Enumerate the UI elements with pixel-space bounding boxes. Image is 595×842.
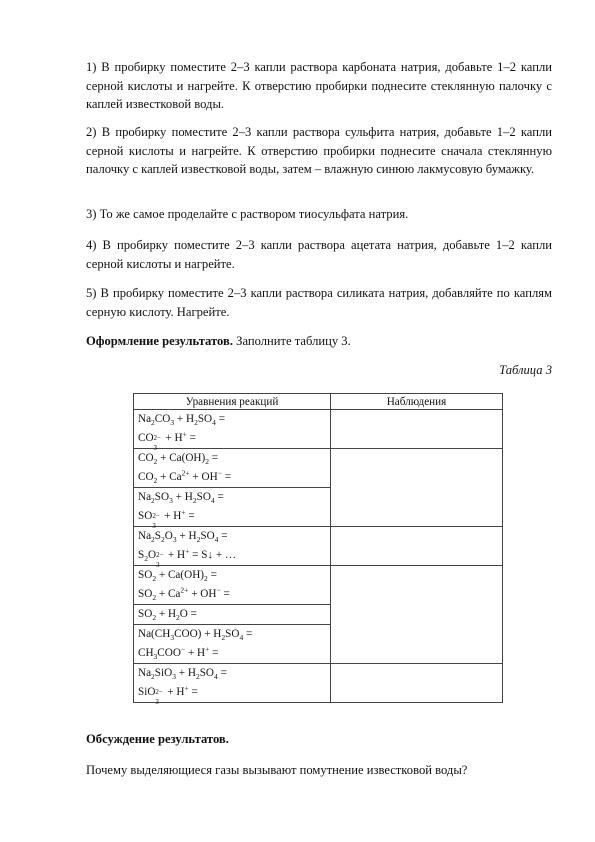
equation: $Na_2SO_3 + H_2SO_4$ =	[138, 491, 224, 506]
equation: $Na(CH_3COO) + H_2SO_4$ =	[138, 628, 253, 643]
equation: CO 2− 3 + H+ =	[138, 429, 196, 453]
equation-cell	[134, 566, 331, 605]
table-header-row	[134, 394, 503, 410]
equation: $Na_2SiO_3 + H_2SO_4$ =	[138, 667, 227, 682]
discussion-question: Почему выделяющиеся газы вызывают помутнение известковой воды?	[86, 763, 468, 777]
table-row	[134, 449, 503, 488]
procedure-step-3: 3) То же самое проделайте с раствором тиосульфата натрия.	[86, 207, 409, 221]
equation: $CH_3COO^- + H^+$ =	[138, 644, 219, 662]
observation-cell[interactable]	[331, 410, 503, 449]
table-row	[134, 566, 503, 605]
procedure-step-2: 2) В пробирку поместите 2–3 капли раствора сульфита натрия, добавьте 1–2 капли серной кислоты и нагрейте. К отверстию пробирки поднесите сначала стеклянную палочку с каплей известковой воды, затем – влажную синюю лакмусовую бумажку.	[86, 125, 552, 177]
equation-cell	[134, 664, 331, 707]
equation-cell	[134, 527, 331, 570]
results-heading: Оформление результатов.	[86, 334, 233, 348]
procedure-step-5: 5) В пробирку поместите 2–3 капли раствора силиката натрия, добавляйте по каплям серную кислоту. Нагрейте.	[86, 286, 552, 319]
observation-cell[interactable]	[331, 449, 503, 527]
equation: $Na_2S_2O_3 + H_2SO_4$ =	[138, 530, 228, 545]
observation-cell[interactable]	[331, 527, 503, 566]
table-row	[134, 527, 503, 566]
procedure-step-1: 1) В пробирку поместите 2–3 капли раствора карбоната натрия, добавьте 1–2 капли серной кислоты и нагрейте. К отверстию пробирки поднесите стеклянную палочку с каплей известковой воды.	[86, 60, 552, 112]
equation: $Na_2CO_3 + H_2SO_4$ =	[138, 413, 225, 428]
equation: $SO_2 + H_2O$ =	[138, 608, 197, 623]
observation-cell[interactable]	[331, 566, 503, 664]
table-row	[134, 410, 503, 449]
discussion-heading	[86, 730, 552, 749]
equation-cell	[134, 488, 331, 531]
results-table	[133, 393, 503, 707]
header-equations: Уравнения реакций	[134, 394, 331, 410]
results-instruction	[86, 332, 552, 351]
equation: $SO_2 + Ca(OH)_2$ =	[138, 569, 217, 584]
equation: $S_2O$ 2− 3 + H+ = S↓ + …	[138, 546, 237, 570]
equation: SO 2− 3 + H+ =	[138, 507, 195, 531]
results-text: Заполните таблицу 3.	[233, 334, 351, 348]
equation-cell	[134, 410, 331, 453]
equation: SiO 2− 3 + H+ =	[138, 683, 198, 707]
equation: $CO_2 + Ca^{2+} + OH^-$ =	[138, 468, 232, 486]
equation: $CO_2 + Ca(OH)_2$ =	[138, 452, 219, 467]
equation-cell	[134, 605, 331, 625]
procedure-step-4: 4) В пробирку поместите 2–3 капли раствора ацетата натрия, добавьте 1–2 капли серной кислоты и нагрейте.	[86, 238, 552, 271]
observation-cell[interactable]	[331, 664, 503, 703]
equation: $SO_2 + Ca^{2+} + OH^-$ =	[138, 585, 230, 603]
equation-cell	[134, 449, 331, 488]
table-row	[134, 664, 503, 703]
table-caption: Таблица 3	[499, 363, 552, 377]
equation-cell	[134, 625, 331, 664]
header-observations: Наблюдения	[331, 394, 503, 410]
discussion-heading-text: Обсуждение результатов.	[86, 732, 229, 746]
